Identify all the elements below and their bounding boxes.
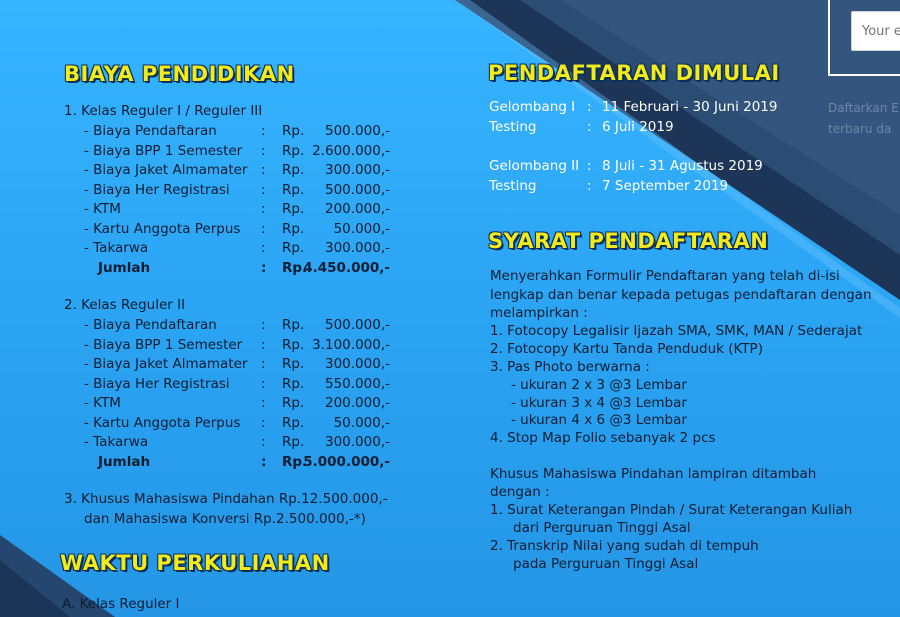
fee-label: - Takarwa [84, 240, 149, 256]
fee-label: - Biaya Jaket Almamater [84, 162, 248, 178]
fee-currency: Rp. [282, 123, 305, 139]
schedule-separator: : [587, 119, 592, 135]
fee-currency: Rp. [282, 317, 305, 333]
fee-currency: Rp. [282, 162, 305, 178]
fee-row [0, 201, 400, 220]
syarat-intro-line3: melampirkan : [490, 305, 588, 321]
syarat-list-item: - ukuran 3 x 4 @3 Lembar [511, 395, 687, 411]
fee-currency: Rp. [282, 453, 308, 470]
fee-amount: 300.000,- [325, 240, 390, 256]
fee-label: - Biaya Her Registrasi [84, 181, 230, 198]
fee-currency: Rp. [282, 240, 305, 256]
fee-currency: Rp. [282, 259, 308, 276]
schedule-label: Testing [489, 119, 537, 135]
newsletter-email-input[interactable] [851, 11, 900, 51]
fee-amount: 300.000,- [325, 434, 390, 450]
fee-separator: : [261, 240, 266, 256]
fee-amount: 500.000,- [325, 123, 390, 139]
fee-row [0, 162, 400, 181]
schedule-value: 8 Juli - 31 Agustus 2019 [602, 158, 763, 174]
syarat-list-item: 1. Fotocopy Legalisir Ijazah SMA, SMK, MAN / Sederajat [490, 323, 863, 339]
fee-separator: : [261, 181, 266, 198]
fee-label: - Biaya Jaket Almamater [84, 356, 248, 372]
fee-total-row [0, 454, 400, 473]
fee-currency: Rp. [282, 375, 305, 392]
syarat-intro-line2: lengkap dan benar kepada petugas pendaftaran dengan [490, 287, 872, 303]
fee-currency: Rp. [282, 201, 305, 217]
newsletter-desc-line1: Daftarkan E [828, 101, 899, 115]
fee-separator: : [261, 162, 266, 178]
fee-amount: 300.000,- [325, 162, 390, 178]
fee-separator: : [261, 395, 266, 411]
fee-amount: 50.000,- [333, 220, 390, 237]
fee-separator: : [261, 375, 266, 392]
fee-currency: Rp. [282, 395, 305, 411]
fee-separator: : [261, 123, 266, 139]
fee-currency: Rp. [282, 356, 305, 372]
fee-amount: 500.000,- [325, 181, 390, 198]
fee-label: - Biaya BPP 1 Semester [84, 142, 243, 159]
syarat-list-item: - ukuran 2 x 3 @3 Lembar [511, 377, 687, 393]
fee-separator: : [261, 434, 266, 450]
fee-separator: : [261, 336, 266, 353]
fee-currency: Rp. [282, 336, 305, 353]
fee-row [0, 317, 400, 336]
fee-label: - Takarwa [84, 434, 149, 450]
schedule-label: Gelombang II [489, 158, 580, 174]
fee-label: Jumlah [98, 259, 151, 276]
fee-separator: : [261, 201, 266, 217]
biaya-heading: BIAYA PENDIDIKAN [64, 62, 295, 86]
fee-currency: Rp. [282, 181, 305, 198]
pindahan-line1: Khusus Mahasiswa Pindahan lampiran ditambah [490, 466, 817, 482]
schedule-separator: : [587, 158, 592, 174]
group1-title: 1. Kelas Reguler I / Reguler III [64, 103, 263, 119]
schedule-separator: : [587, 178, 592, 194]
schedule-value: 11 Februari - 30 Juni 2019 [602, 99, 778, 115]
fee-row [0, 395, 400, 414]
fee-currency: Rp. [282, 434, 305, 450]
pindahan-list-item: 2. Transkrip Nilai yang sudah di tempuh [490, 538, 759, 554]
syarat-list-item: 3. Pas Photo berwarna : [490, 359, 650, 375]
fee-label: - Kartu Anggota Perpus [84, 414, 241, 431]
fee-row [0, 221, 400, 240]
fee-amount: 200.000,- [325, 395, 390, 411]
pendaftaran-heading: PENDAFTARAN DIMULAI [488, 61, 780, 85]
fee-currency: Rp. [282, 142, 305, 159]
fee-separator: : [261, 356, 266, 372]
waktu-heading: WAKTU PERKULIAHAN [60, 551, 330, 575]
fee-row [0, 240, 400, 259]
fee-amount: 500.000,- [325, 317, 390, 333]
syarat-list-item: 4. Stop Map Folio sebanyak 2 pcs [490, 430, 716, 446]
syarat-list-item: - ukuran 4 x 6 @3 Lembar [511, 412, 687, 428]
fee-amount: 200.000,- [325, 201, 390, 217]
fee-amount: 2.600.000,- [312, 142, 390, 159]
fee-row [0, 337, 400, 356]
fee-label: - Biaya Pendaftaran [84, 123, 217, 139]
fee-separator: : [261, 259, 267, 276]
pindahan-list-item: pada Perguruan Tinggi Asal [513, 556, 699, 572]
fee-currency: Rp. [282, 414, 305, 431]
newsletter-desc-line2: terbaru da [828, 122, 892, 136]
fee-label: - Biaya Her Registrasi [84, 375, 230, 392]
schedule-value: 7 September 2019 [602, 178, 729, 194]
fee-amount: 550.000,- [325, 375, 390, 392]
syarat-list-item: 2. Fotocopy Kartu Tanda Penduduk (KTP) [490, 341, 763, 357]
fee-label: - KTM [84, 201, 121, 217]
waktu-item-a: A. Kelas Reguler I [62, 596, 180, 612]
fee-currency: Rp. [282, 220, 305, 237]
schedule-separator: : [587, 99, 592, 115]
pindahan-list-item: dari Perguruan Tinggi Asal [513, 520, 691, 536]
fee-row [0, 356, 400, 375]
fee-separator: : [261, 317, 266, 333]
pindahan-list-item: 1. Surat Keterangan Pindah / Surat Keterangan Kuliah [490, 502, 853, 518]
fee-amount: 4.450.000,- [303, 259, 390, 276]
group2-title: 2. Kelas Reguler II [64, 297, 186, 313]
fee-amount: 50.000,- [333, 414, 390, 431]
schedule-label: Testing [489, 178, 537, 194]
fee-row [0, 123, 400, 142]
fee-separator: : [261, 220, 266, 237]
schedule-value: 6 Juli 2019 [602, 119, 674, 135]
fee-amount: 3.100.000,- [312, 336, 390, 353]
item3-line1: 3. Khusus Mahasiswa Pindahan Rp.12.500.000,- [64, 491, 388, 507]
fee-amount: 300.000,- [325, 356, 390, 372]
fee-label: - Biaya BPP 1 Semester [84, 336, 243, 353]
item3-line2: dan Mahasiswa Konversi Rp.2.500.000,-*) [84, 511, 366, 527]
fee-row [0, 182, 400, 201]
fee-total-row [0, 260, 400, 279]
fee-separator: : [261, 414, 266, 431]
fee-amount: 5.000.000,- [303, 453, 390, 470]
fee-label: - Kartu Anggota Perpus [84, 220, 241, 237]
fee-label: - KTM [84, 395, 121, 411]
fee-label: - Biaya Pendaftaran [84, 317, 217, 333]
fee-separator: : [261, 453, 267, 470]
fee-row [0, 143, 400, 162]
syarat-intro-line1: Menyerahkan Formulir Pendaftaran yang telah di-isi [490, 268, 840, 284]
schedule-label: Gelombang I [489, 99, 576, 115]
fee-separator: : [261, 142, 266, 159]
fee-row [0, 376, 400, 395]
fee-row [0, 434, 400, 453]
syarat-heading: SYARAT PENDAFTARAN [488, 229, 769, 253]
pindahan-line2: dengan : [490, 484, 550, 500]
fee-label: Jumlah [98, 453, 151, 470]
fee-row [0, 415, 400, 434]
